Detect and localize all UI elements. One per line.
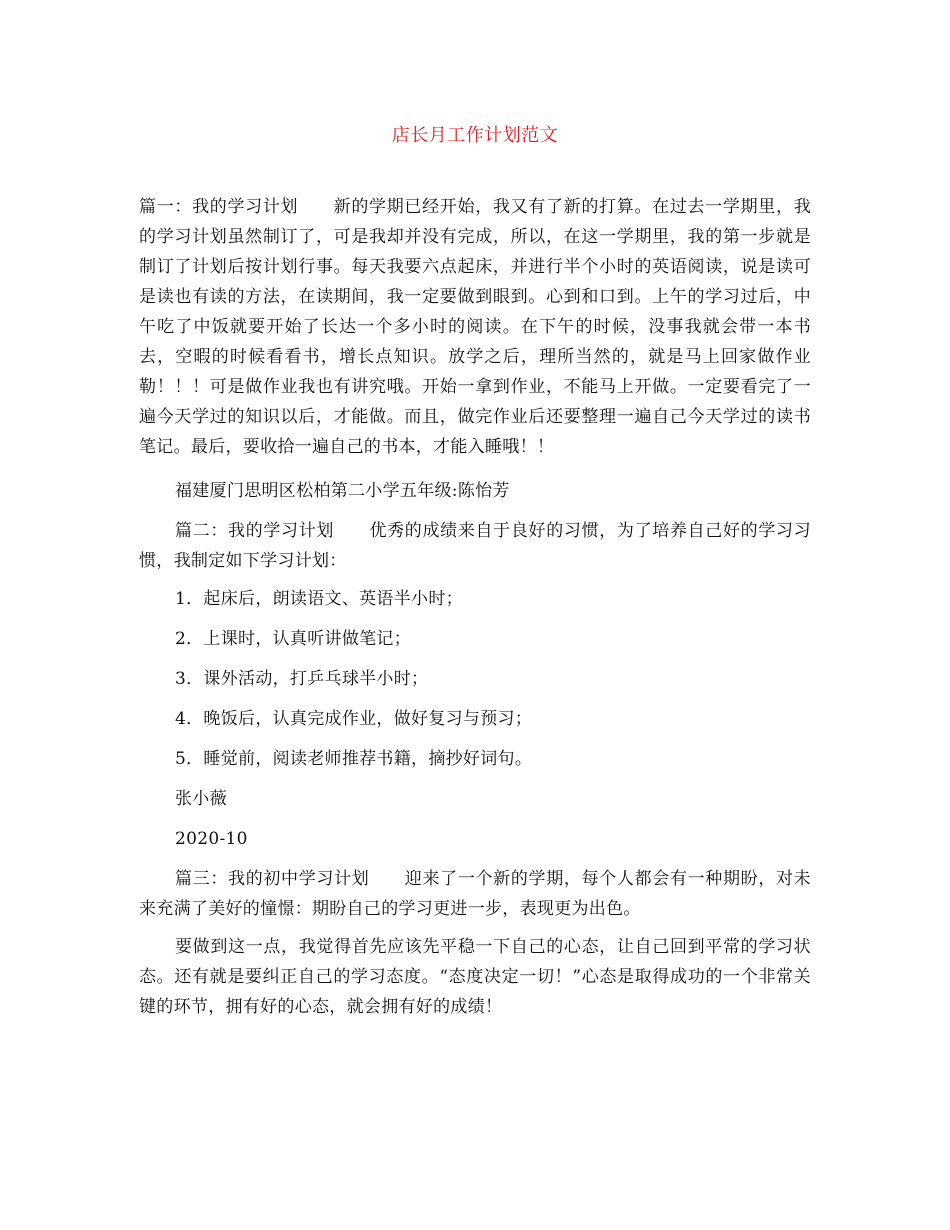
list-item-2: 2．上课时，认真听讲做笔记； — [175, 629, 412, 649]
list-item-5: 5．睡觉前，阅读老师推荐书籍，摘抄好词句。 — [175, 749, 533, 769]
paragraph-author-one: 福建厦门思明区松柏第二小学五年级:陈怡芳 — [175, 481, 510, 501]
date-line: 2020-10 — [175, 829, 248, 849]
paragraph-part-two: 篇二：我的学习计划 优秀的成绩来自于良好的习惯，为了培养自己好的学习习惯，我制定如下学习计划： — [139, 521, 811, 571]
list-item-4: 4．晚饭后，认真完成作业，做好复习与预习； — [175, 709, 533, 729]
list-item-3: 3．课外活动，打乒乓球半小时； — [175, 669, 429, 689]
list-item-1: 1．起床后，朗读语文、英语半小时； — [175, 589, 463, 609]
document-body — [139, 192, 811, 1030]
paragraph-part-three-continued: 要做到这一点，我觉得首先应该先平稳一下自己的心态，让自己回到平常的学习状态。还有就是要纠正自己的学习态度。“态度决定一切！”心态是取得成功的一个非常关键的环节，拥有好的心态，就会拥有好的成绩！ — [139, 937, 811, 1017]
document-title: 店长月工作计划范文 — [391, 125, 559, 146]
author-name: 张小薇 — [175, 789, 227, 809]
paragraph-part-one: 篇一：我的学习计划 新的学期已经开始，我又有了新的打算。在过去一学期里，我的学习计划虽然制订了，可是我却并没有完成，所以，在这一学期里，我的第一步就是制订了计划后按计划行事。每天我要六点起床，并进行半个小时的英语阅读，说是读可是读也有读的方法，在读期间，我一定要做到眼到。心到和口到。上午的学习过后，中午吃了中饭就要开始了长达一个多小时的阅读。在下午的时候，没事我就会带一本书去，空暇的时候看看书，增长点知识。放学之后，理所当然的，就是马上回家做作业勒！！！可是做作业我也有讲究哦。开始一拿到作业，不能马上开做。一定要看完了一遍今天学过的知识以后，才能做。而且，做完作业后还要整理一遍自己今天学过的读书笔记。最后，要收拾一遍自己的书本，才能入睡哦！！ — [139, 197, 811, 457]
paragraph-part-three: 篇三：我的初中学习计划 迎来了一个新的学期，每个人都会有一种期盼，对未来充满了美好的憧憬：期盼自己的学习更进一步，表现更为出色。 — [139, 869, 811, 919]
